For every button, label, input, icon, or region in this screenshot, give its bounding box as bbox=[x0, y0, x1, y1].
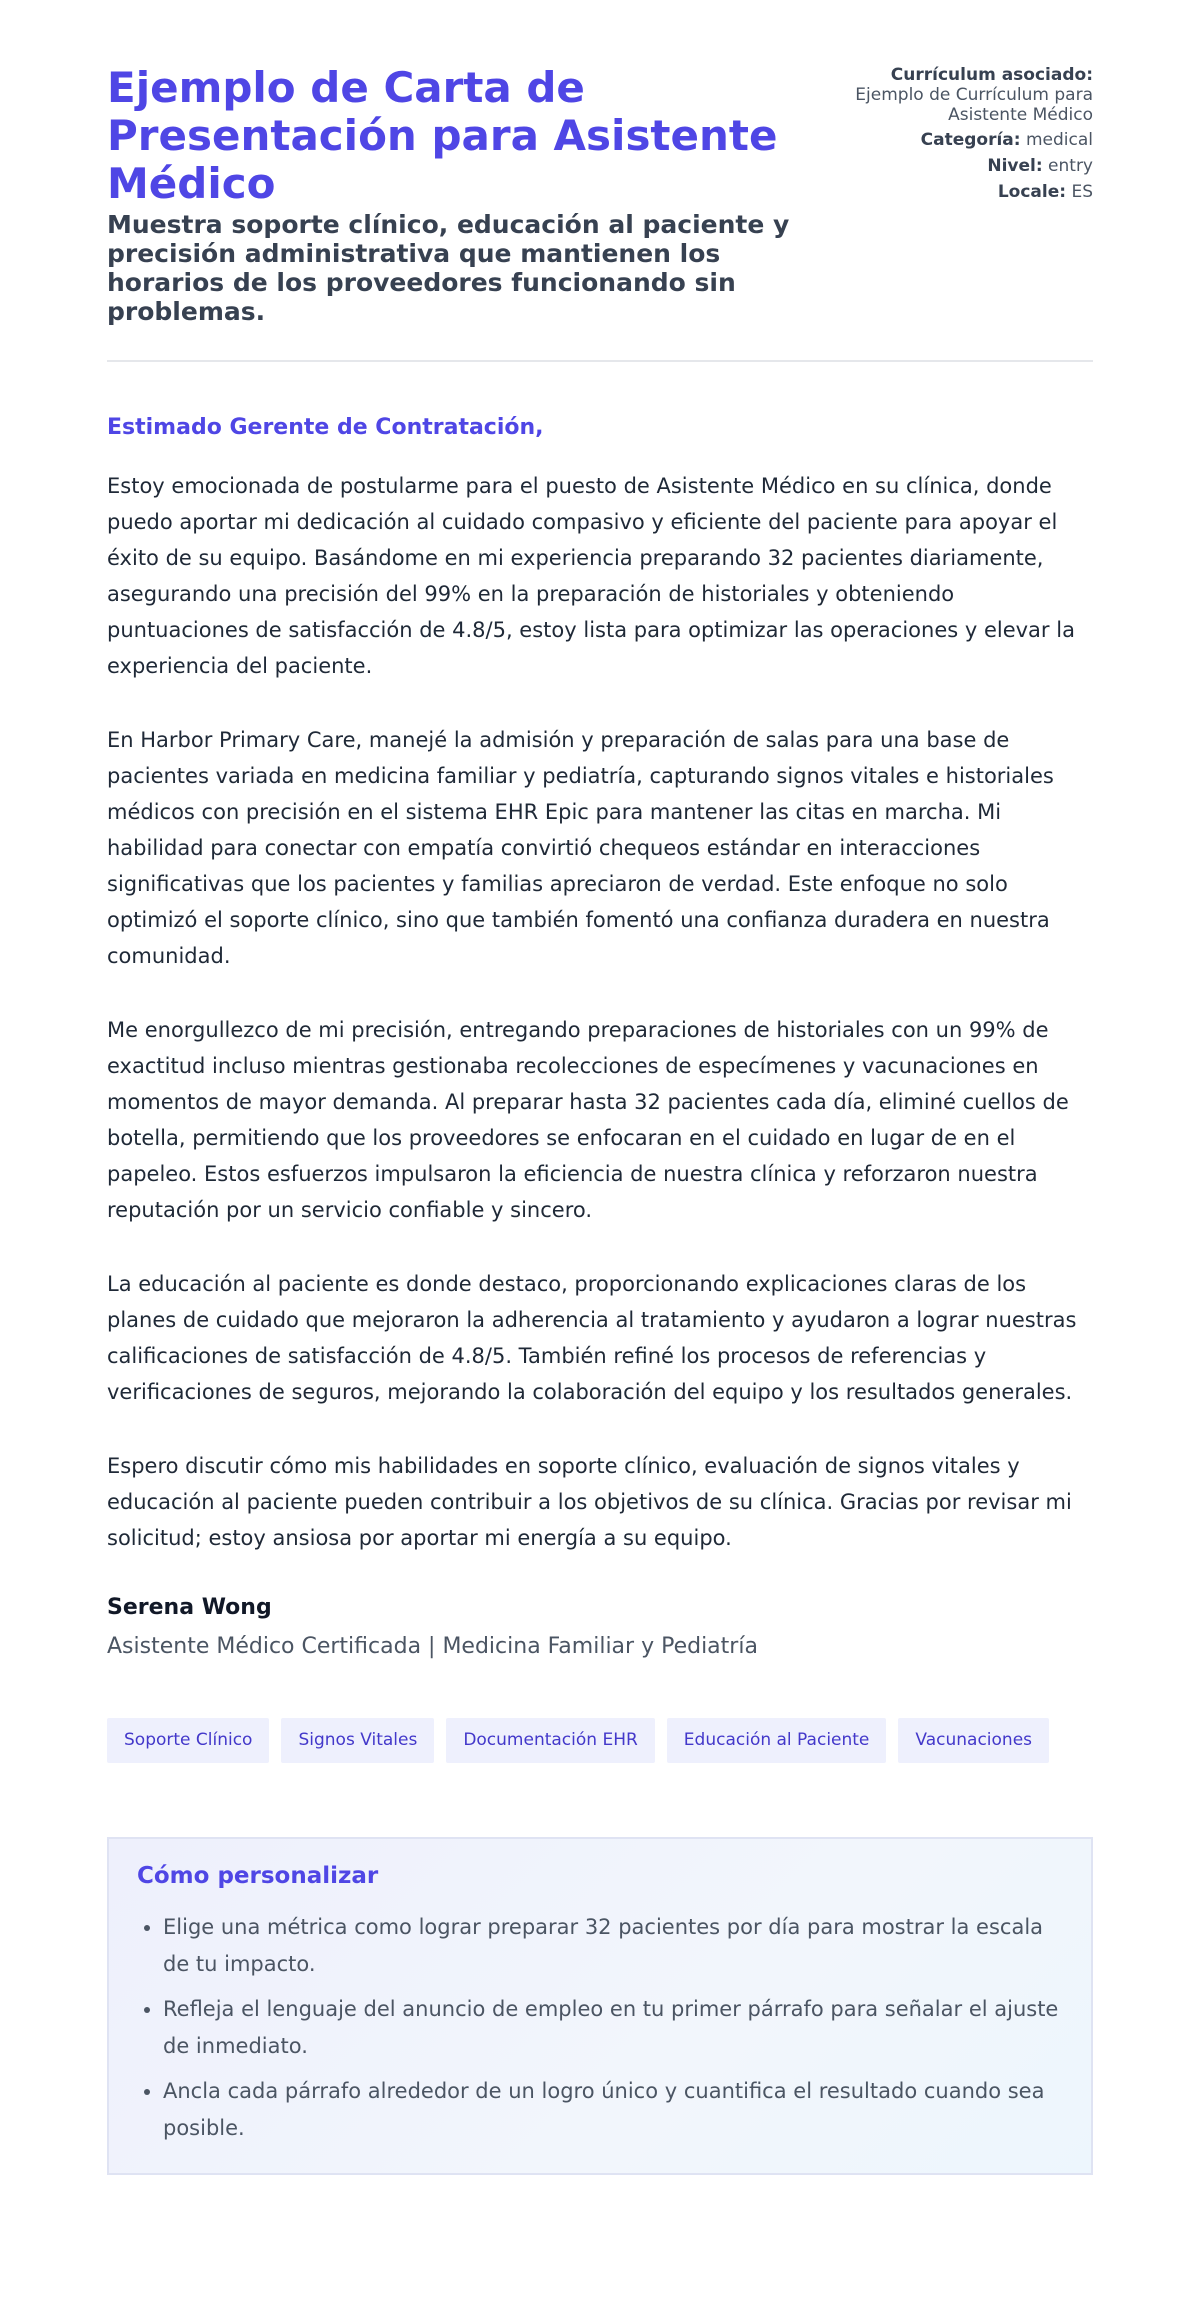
meta-locale-label: Locale: bbox=[997, 182, 1067, 202]
tips-list bbox=[137, 1909, 1063, 2147]
letter-paragraph: La educación al paciente es donde destaco, proporcionando explicaciones claras de los planes de cuidado que mejoraron la adherencia al tratamiento y ayudaron a lograr nuestras calificaciones de satisfacción de 4.8/5. También refiné los procesos de referencias y verificaciones de seguros, mejorando la colaboración del equipo y los resultados generales. bbox=[107, 1272, 1077, 1404]
letter-body bbox=[107, 468, 1093, 1556]
skill-tags bbox=[107, 1718, 1093, 1763]
signature-title: Asistente Médico Certificada | Medicina Familiar y Pediatría bbox=[107, 1634, 758, 1659]
letter-paragraph: Espero discutir cómo mis habilidades en soporte clínico, evaluación de signos vitales y educación al paciente pueden contribuir a los objetivos de su clínica. Gracias por revisar mi solicitud; estoy ansiosa por aportar mi energía a su equipo. bbox=[107, 1454, 1072, 1550]
tip-item: • Refleja el lenguaje del anuncio de empleo en tu primer párrafo para señalar el ajuste de inmediato. bbox=[163, 1991, 1063, 2065]
signature-name: Serena Wong bbox=[107, 1595, 272, 1620]
meta-resume-label: Currículum asociado: bbox=[890, 65, 1093, 85]
meta-level-value: entry bbox=[1048, 156, 1093, 176]
meta-category-value: medical bbox=[1025, 130, 1093, 150]
meta-resume-value: Ejemplo de Currículum para Asistente Médico bbox=[855, 85, 1093, 125]
meta-level bbox=[853, 156, 1093, 176]
tip-item: • Elige una métrica como lograr preparar 32 pacientes por día para mostrar la escala de tu impacto. bbox=[163, 1909, 1063, 1983]
meta-locale-value: ES bbox=[1071, 182, 1093, 202]
letter-salutation: Estimado Gerente de Contratación, bbox=[107, 415, 544, 440]
meta-resume bbox=[853, 65, 1093, 125]
page-subtitle: Muestra soporte clínico, educación al paciente y precisión administrativa que mantienen los horarios de los proveedores funcionando sin problemas. bbox=[107, 210, 790, 326]
skill-tag: Documentación EHR bbox=[446, 1718, 654, 1763]
letter-paragraph: Estoy emocionada de postularme para el puesto de Asistente Médico en su clínica, donde puedo aportar mi dedicación al cuidado compasivo y eficiente del paciente para apoyar el éxito de su equipo. Basándome en mi experiencia preparando 32 pacientes diariamente, asegurando una precisión del 99% en la preparación de historiales y obteniendo puntuaciones de satisfacción de 4.8/5, estoy lista para optimizar las operaciones y elevar la experiencia del paciente. bbox=[107, 474, 1075, 678]
page-header bbox=[107, 64, 1093, 362]
skill-tag: Signos Vitales bbox=[281, 1718, 434, 1763]
tips-title: Cómo personalizar bbox=[137, 1863, 379, 1889]
skill-tag: Vacunaciones bbox=[898, 1718, 1049, 1763]
meta-panel bbox=[853, 64, 1093, 208]
signature-block bbox=[107, 1594, 1093, 1662]
letter-paragraph: Me enorgullezco de mi precisión, entregando preparaciones de historiales con un 99% de exactitud incluso mientras gestionaba recolecciones de especímenes y vacunaciones en momentos de mayor demanda. Al preparar hasta 32 pacientes cada día, eliminé cuellos de botella, permitiendo que los proveedores se enfocaran en el cuidado en lugar de en el papeleo. Estos esfuerzos impulsaron la eficiencia de nuestra clínica y reforzaron nuestra reputación por un servicio confiable y sincero. bbox=[107, 1018, 1069, 1222]
title-block bbox=[107, 64, 817, 326]
customization-tips-box bbox=[107, 1837, 1093, 2175]
skill-tag: Soporte Clínico bbox=[107, 1718, 269, 1763]
page-title: Ejemplo de Carta de Presentación para Asistente Médico bbox=[107, 63, 778, 208]
letter-paragraph: En Harbor Primary Care, manejé la admisión y preparación de salas para una base de pacientes variada en medicina familiar y pediatría, capturando signos vitales e historiales médicos con precisión en el sistema EHR Epic para mantener las citas en marcha. Mi habilidad para conectar con empatía convirtió chequeos estándar en interacciones significativas que los pacientes y familias apreciaron de verdad. Este enfoque no solo optimizó el soporte clínico, sino que también fomentó una confianza duradera en nuestra comunidad. bbox=[107, 728, 1054, 968]
meta-level-label: Nivel: bbox=[987, 156, 1043, 176]
tip-item: • Ancla cada párrafo alrededor de un logro único y cuantifica el resultado cuando sea posible. bbox=[163, 2073, 1063, 2147]
meta-category-label: Categoría: bbox=[920, 130, 1021, 150]
meta-category bbox=[853, 130, 1093, 150]
meta-locale bbox=[853, 182, 1093, 202]
skill-tag: Educación al Paciente bbox=[667, 1718, 887, 1763]
